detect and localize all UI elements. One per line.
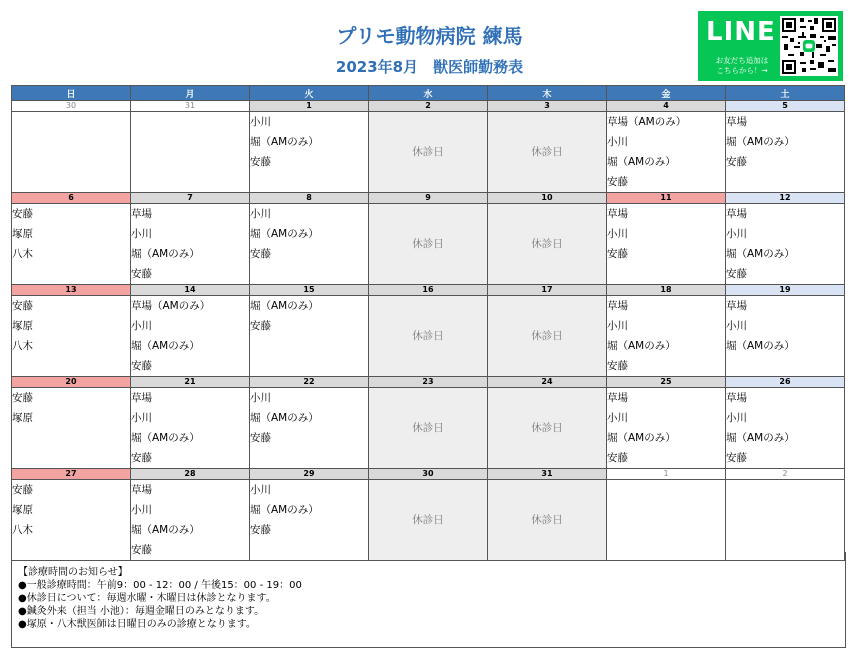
staff-name: 小川 — [131, 320, 152, 332]
date-row — [12, 469, 845, 480]
line-caption-line2: こちらから！→ — [716, 66, 768, 75]
date-row — [12, 101, 845, 112]
staff-name: 塚原 — [12, 504, 33, 516]
day-date: 26 — [726, 377, 845, 388]
day-date: 25 — [607, 377, 726, 388]
day-cell — [726, 204, 845, 285]
day-date: 29 — [250, 469, 369, 480]
day-cell — [250, 480, 369, 561]
date-row — [12, 377, 845, 388]
staff-name: 塚原 — [12, 412, 33, 424]
staff-name: 堀（AMのみ） — [250, 136, 319, 148]
staff-name: 塚原 — [12, 320, 33, 332]
staff-name: 草場 — [131, 484, 152, 496]
day-cell — [131, 204, 250, 285]
staff-name: 小川 — [607, 412, 628, 424]
staff-name: 小川 — [607, 320, 628, 332]
day-date: 30 — [12, 101, 131, 112]
staff-name: 堀（AMのみ） — [607, 432, 676, 444]
staff-name: 安藤 — [131, 268, 152, 280]
day-cell — [12, 388, 131, 469]
staff-name: 八木 — [12, 524, 33, 536]
day-cell — [607, 112, 726, 193]
day-cell — [726, 296, 845, 377]
day-date: 21 — [131, 377, 250, 388]
day-date: 20 — [12, 377, 131, 388]
staff-name: 堀（AMのみ） — [607, 340, 676, 352]
staff-name: 小川 — [131, 228, 152, 240]
day-cell — [607, 480, 726, 561]
day-cell — [250, 112, 369, 193]
weekday-header: 月 — [131, 86, 250, 101]
staff-name: 堀（AMのみ） — [250, 504, 319, 516]
staff-name: 安藤 — [726, 268, 747, 280]
day-date: 31 — [131, 101, 250, 112]
day-date: 28 — [131, 469, 250, 480]
closed-label: 休診日 — [531, 146, 563, 158]
day-cell — [726, 112, 845, 193]
day-date: 11 — [607, 193, 726, 204]
closed-day-cell — [369, 296, 488, 377]
day-cell — [12, 296, 131, 377]
staff-name: 草場 — [726, 208, 747, 220]
staff-name: 堀（AMのみ） — [131, 524, 200, 536]
staff-name: 小川 — [726, 228, 747, 240]
staff-name: 草場 — [607, 208, 628, 220]
day-date: 8 — [250, 193, 369, 204]
line-caption-line1: お友だち追加は — [715, 56, 769, 65]
day-cell — [131, 296, 250, 377]
staff-name: 堀（AMのみ） — [726, 340, 795, 352]
staff-name: 草場 — [607, 392, 628, 404]
weekday-header-row — [12, 86, 845, 101]
day-date: 4 — [607, 101, 726, 112]
day-date: 23 — [369, 377, 488, 388]
day-cell — [607, 388, 726, 469]
day-cell — [131, 112, 250, 193]
day-date: 24 — [488, 377, 607, 388]
schedule-row — [12, 204, 845, 285]
day-date: 30 — [369, 469, 488, 480]
day-date: 2 — [369, 101, 488, 112]
closed-label: 休診日 — [412, 514, 444, 526]
clinic-name: プリモ動物病院 練馬 — [336, 24, 523, 48]
staff-name: 草場 — [726, 300, 747, 312]
staff-name: 安藤 — [607, 176, 628, 188]
schedule-calendar — [11, 85, 845, 561]
staff-name: 安藤 — [131, 452, 152, 464]
day-date: 2 — [726, 469, 845, 480]
staff-name: 安藤 — [607, 360, 628, 372]
staff-name: 安藤 — [250, 524, 271, 536]
closed-label: 休診日 — [412, 146, 444, 158]
staff-name: 八木 — [12, 248, 33, 260]
staff-name: 小川 — [131, 412, 152, 424]
notice-content — [18, 566, 302, 631]
notice-box — [11, 552, 846, 648]
staff-name: 小川 — [607, 228, 628, 240]
day-cell — [726, 388, 845, 469]
closed-day-cell — [488, 296, 607, 377]
day-cell — [250, 388, 369, 469]
staff-name: 草場 — [726, 392, 747, 404]
line-caption — [706, 56, 778, 76]
staff-name: 安藤 — [131, 360, 152, 372]
day-date: 6 — [12, 193, 131, 204]
closed-label: 休診日 — [412, 422, 444, 434]
staff-name: 安藤 — [250, 432, 271, 444]
day-date: 17 — [488, 285, 607, 296]
day-cell — [131, 388, 250, 469]
staff-name: 草場 — [131, 208, 152, 220]
day-cell — [607, 204, 726, 285]
weekday-header: 日 — [12, 86, 131, 101]
weekday-header: 金 — [607, 86, 726, 101]
closed-label: 休診日 — [412, 330, 444, 342]
closed-day-cell — [488, 480, 607, 561]
staff-name: 安藤 — [12, 484, 33, 496]
staff-name: 小川 — [726, 412, 747, 424]
day-cell — [250, 296, 369, 377]
date-row — [12, 193, 845, 204]
day-date: 14 — [131, 285, 250, 296]
staff-name: 安藤 — [250, 320, 271, 332]
schedule-row — [12, 480, 845, 561]
day-date: 13 — [12, 285, 131, 296]
closed-label: 休診日 — [531, 238, 563, 250]
staff-name: 安藤 — [726, 452, 747, 464]
staff-name: 小川 — [250, 392, 271, 404]
day-cell — [131, 480, 250, 561]
day-cell — [250, 204, 369, 285]
staff-name: 安藤 — [726, 156, 747, 168]
notice-line-acupuncture: ●鍼灸外来（担当 小池）：毎週金曜日のみとなります。 — [18, 606, 265, 617]
notice-line-sunday-vets: ●塚原・八木獣医師は日曜日のみの診療となります。 — [18, 619, 256, 630]
day-date: 12 — [726, 193, 845, 204]
day-date: 19 — [726, 285, 845, 296]
staff-name: 堀（AMのみ） — [250, 228, 319, 240]
day-date: 10 — [488, 193, 607, 204]
closed-label: 休診日 — [531, 422, 563, 434]
day-cell — [607, 296, 726, 377]
qr-code-icon[interactable] — [780, 16, 838, 76]
closed-day-cell — [369, 112, 488, 193]
staff-name: 小川 — [250, 116, 271, 128]
staff-name: 堀（AMのみ） — [250, 412, 319, 424]
staff-name: 安藤 — [250, 156, 271, 168]
staff-name: 小川 — [726, 320, 747, 332]
staff-name: 安藤 — [12, 392, 33, 404]
closed-day-cell — [369, 388, 488, 469]
day-date: 3 — [488, 101, 607, 112]
staff-name: 八木 — [12, 340, 33, 352]
staff-name: 草場 — [726, 116, 747, 128]
day-cell — [12, 112, 131, 193]
closed-label: 休診日 — [412, 238, 444, 250]
schedule-row — [12, 112, 845, 193]
day-date: 5 — [726, 101, 845, 112]
staff-name: 小川 — [131, 504, 152, 516]
day-cell — [726, 480, 845, 561]
staff-name: 堀（AMのみ） — [131, 340, 200, 352]
staff-name: 堀（AMのみ） — [250, 300, 319, 312]
weekday-header: 水 — [369, 86, 488, 101]
day-date: 27 — [12, 469, 131, 480]
line-friend-add-banner[interactable] — [698, 11, 843, 81]
day-date: 18 — [607, 285, 726, 296]
staff-name: 堀（AMのみ） — [607, 156, 676, 168]
day-date: 16 — [369, 285, 488, 296]
day-date: 7 — [131, 193, 250, 204]
day-date: 1 — [250, 101, 369, 112]
day-date: 9 — [369, 193, 488, 204]
day-date: 1 — [607, 469, 726, 480]
day-cell — [12, 480, 131, 561]
notice-line-closed-days: ●休診日について：毎週水曜・木曜日は休診となります。 — [18, 593, 276, 604]
closed-day-cell — [369, 204, 488, 285]
notice-line-hours: ●一般診療時間：午前9：00 - 12：00 / 午後15：00 - 19：00 — [18, 580, 302, 591]
closed-label: 休診日 — [531, 330, 563, 342]
day-cell — [12, 204, 131, 285]
staff-name: 草場 — [607, 300, 628, 312]
schedule-row — [12, 296, 845, 377]
notice-heading: 【診療時間のお知らせ】 — [18, 567, 128, 578]
date-row — [12, 285, 845, 296]
calendar-table — [11, 85, 845, 561]
staff-name: 堀（AMのみ） — [131, 248, 200, 260]
closed-day-cell — [488, 388, 607, 469]
staff-name: 草場（AMのみ） — [607, 116, 687, 128]
weekday-header: 火 — [250, 86, 369, 101]
staff-name: 草場（AMのみ） — [131, 300, 211, 312]
staff-name: 堀（AMのみ） — [726, 432, 795, 444]
staff-name: 堀（AMのみ） — [726, 136, 795, 148]
staff-name: 小川 — [250, 484, 271, 496]
staff-name: 安藤 — [607, 248, 628, 260]
closed-label: 休診日 — [531, 514, 563, 526]
staff-name: 堀（AMのみ） — [726, 248, 795, 260]
staff-name: 安藤 — [607, 452, 628, 464]
line-logo: LINE — [706, 17, 776, 47]
weekday-header: 木 — [488, 86, 607, 101]
day-date: 22 — [250, 377, 369, 388]
closed-day-cell — [488, 112, 607, 193]
staff-name: 安藤 — [250, 248, 271, 260]
closed-day-cell — [369, 480, 488, 561]
schedule-row — [12, 388, 845, 469]
staff-name: 堀（AMのみ） — [131, 432, 200, 444]
staff-name: 塚原 — [12, 228, 33, 240]
staff-name: 安藤 — [12, 300, 33, 312]
closed-day-cell — [488, 204, 607, 285]
staff-name: 小川 — [250, 208, 271, 220]
staff-name: 小川 — [607, 136, 628, 148]
day-date: 31 — [488, 469, 607, 480]
staff-name: 安藤 — [12, 208, 33, 220]
staff-name: 草場 — [131, 392, 152, 404]
day-date: 15 — [250, 285, 369, 296]
staff-name: 安藤 — [131, 544, 152, 556]
weekday-header: 土 — [726, 86, 845, 101]
schedule-subtitle: 2023年8月 獣医師勤務表 — [335, 58, 524, 76]
